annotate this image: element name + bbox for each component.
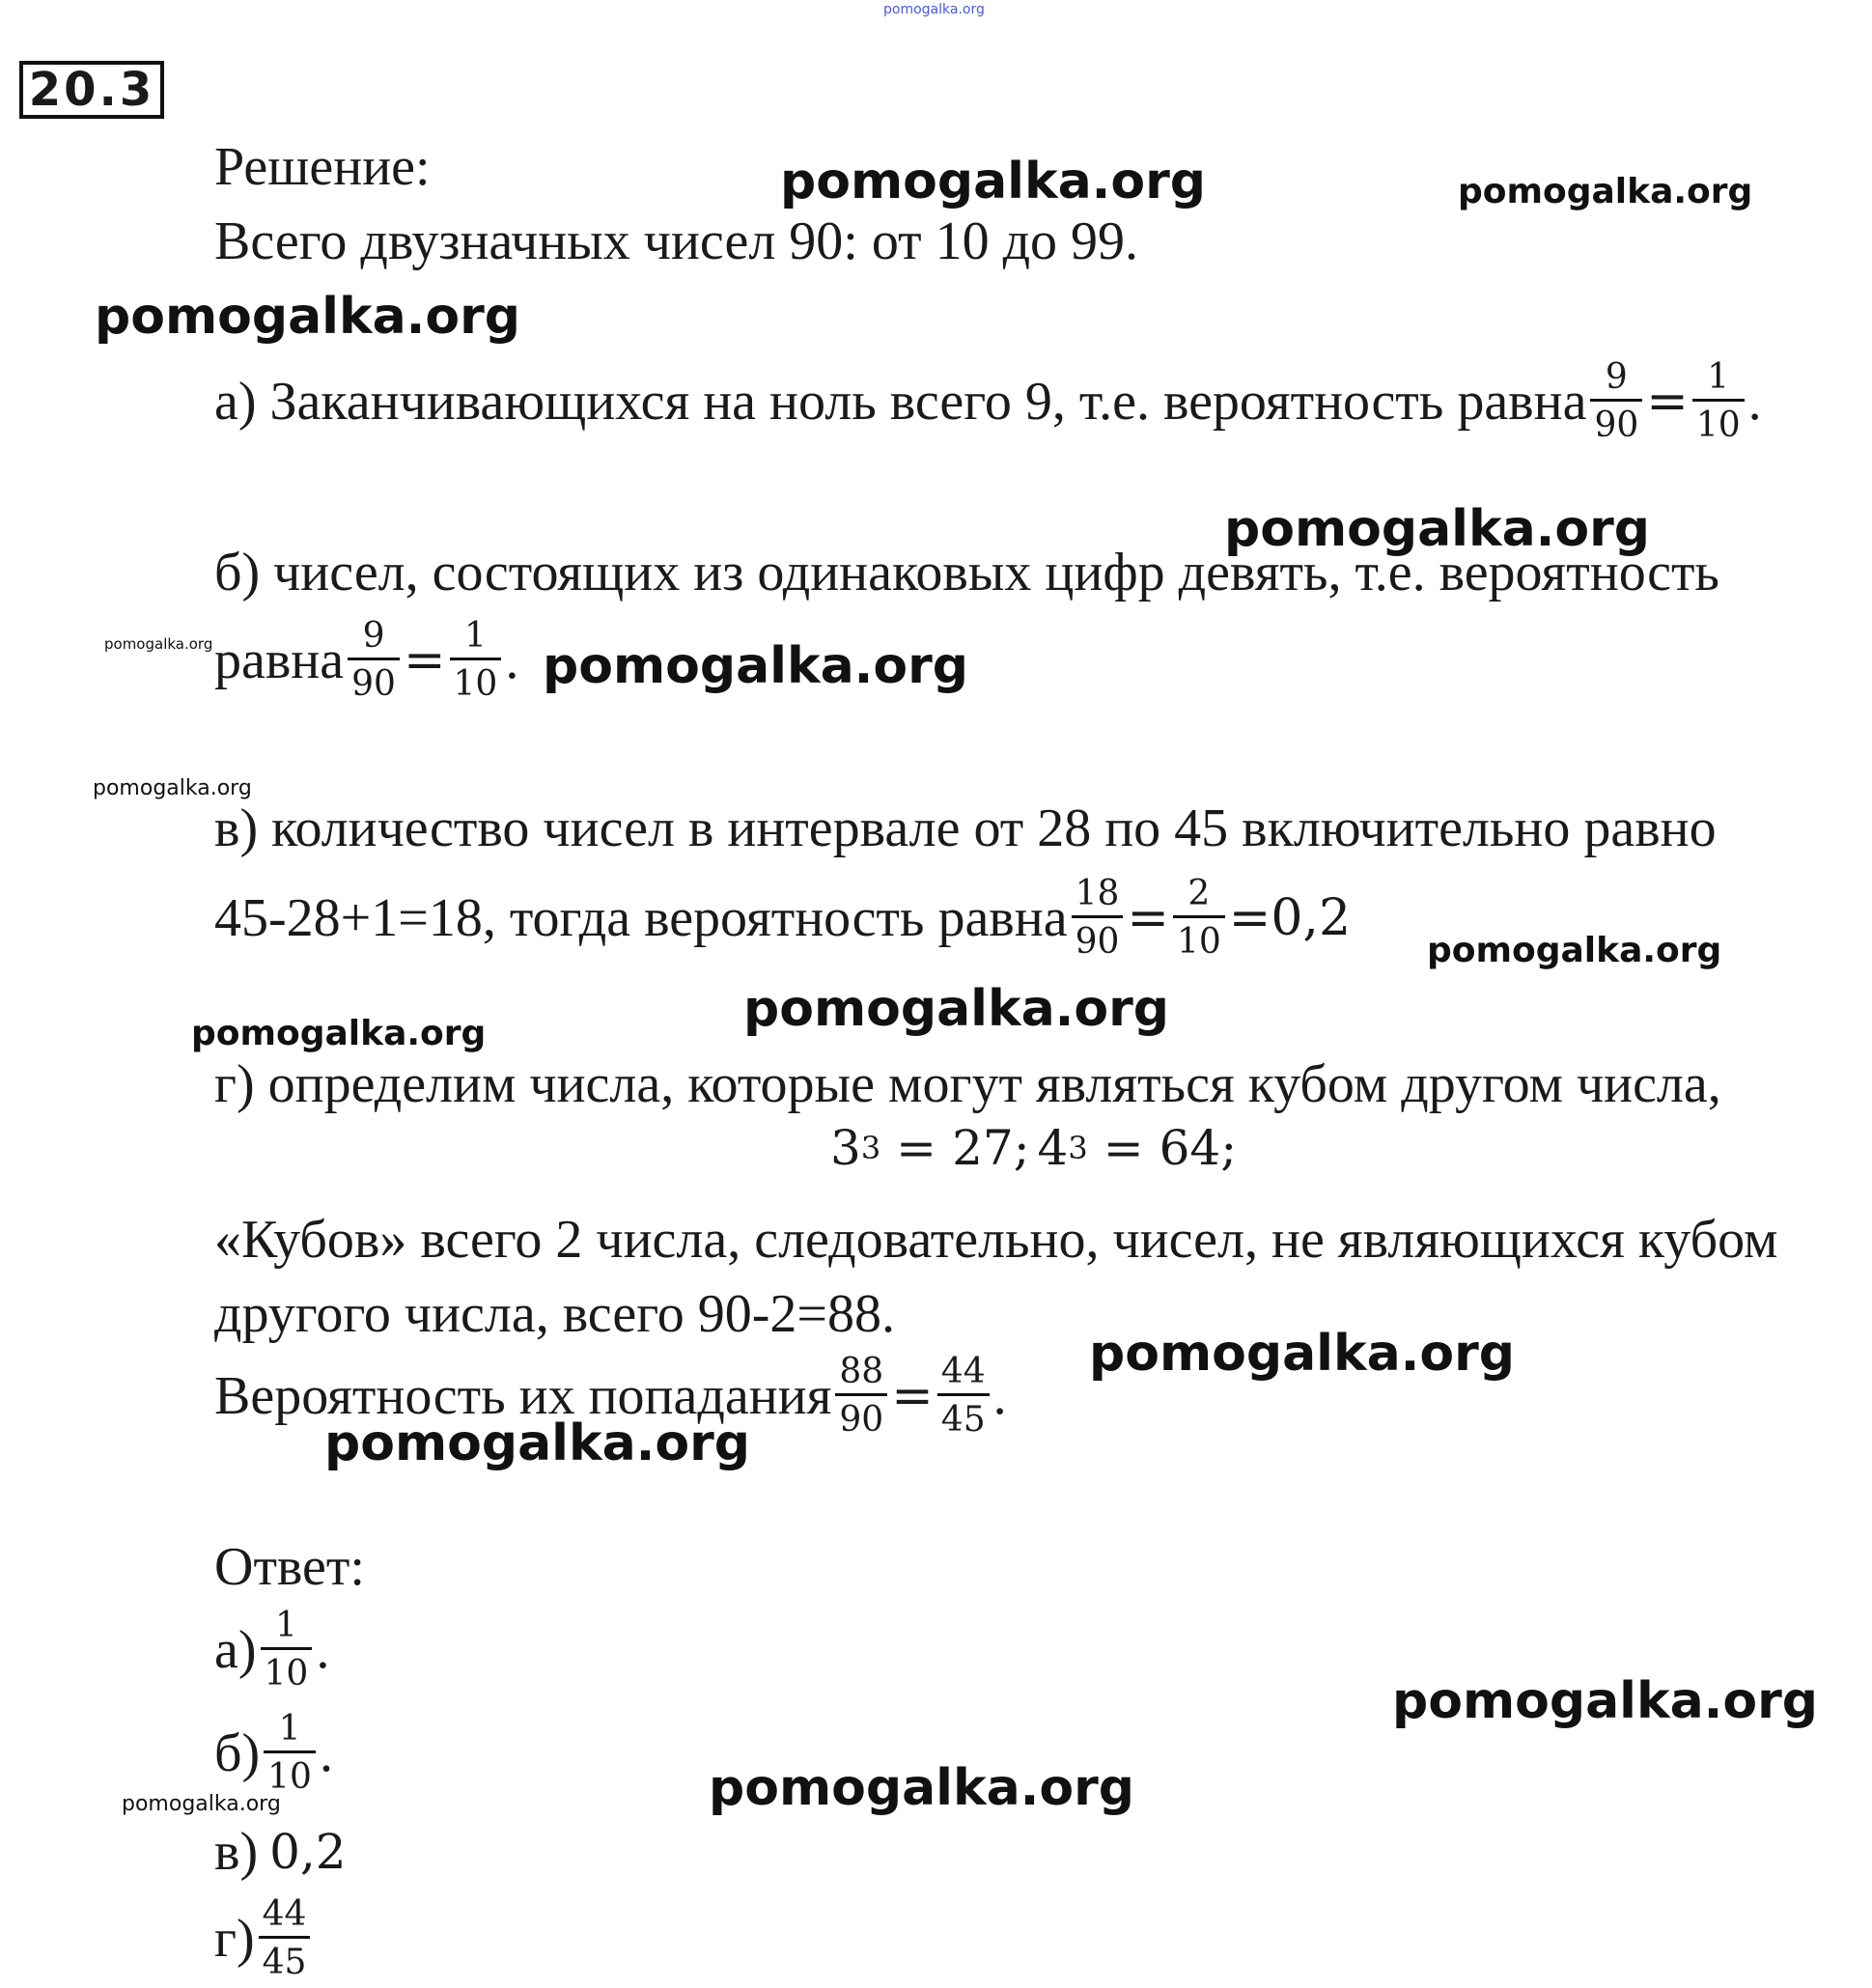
answer-v-value: 0,2 [269, 1824, 347, 1880]
watermark-top: pomogalka.org [883, 2, 985, 17]
total-count-line: Всего двузначных чисел 90: от 10 до 99. [214, 211, 1139, 271]
part-g-text: Вероятность их попадания [214, 1365, 832, 1426]
part-g-fraction-1: $\frac{88}{90}$ [835, 1352, 887, 1441]
part-g-line-1: г) определим числа, которые могут являться кубом другом числа, [214, 1054, 1721, 1114]
part-v-line-2 [214, 874, 1351, 963]
period: . [992, 1365, 1007, 1426]
part-a-text: а) Заканчивающихся на ноль всего 9, т.е. вероятность равна [214, 371, 1587, 432]
watermark: pomogalka.org [122, 1792, 281, 1816]
watermark: pomogalka.org [1224, 500, 1651, 558]
equals-sign: = [1646, 372, 1689, 431]
part-a-fraction-1: $\frac{9}{90}$ [1590, 357, 1642, 446]
watermark: pomogalka.org [1458, 172, 1753, 211]
watermark: pomogalka.org [1427, 931, 1722, 970]
equals-sign: = [891, 1366, 934, 1425]
watermark: pomogalka.org [95, 288, 521, 346]
answer-v: в) 0,2 [214, 1822, 347, 1882]
cubes-formula: 3 3 = 27; 4 3 = 64; [830, 1120, 1238, 1176]
answer-label: Ответ: [214, 1537, 365, 1597]
part-b-text: равна [214, 630, 345, 690]
part-g-line-3: другого числа, всего 90-2=88. [214, 1284, 896, 1344]
problem-number: 20.3 [19, 61, 164, 119]
part-a-line [214, 357, 1762, 446]
part-v-result: 0,2 [1271, 888, 1352, 947]
answer-g: г) $\frac{44}{45}$ [214, 1894, 314, 1983]
watermark: pomogalka.org [324, 1414, 751, 1472]
watermark: pomogalka.org [104, 635, 213, 653]
part-v-text: 45-28+1=18, тогда вероятность равна [214, 887, 1068, 948]
equals-sign: = [403, 630, 446, 689]
period: . [505, 630, 519, 690]
equals-sign: = [1127, 888, 1169, 947]
answer-b: б) $\frac{1}{10}$ . [214, 1709, 333, 1798]
part-a-fraction-2: $\frac{1}{10}$ [1692, 357, 1745, 446]
part-v-fraction-1: $\frac{18}{90}$ [1072, 874, 1124, 963]
equals-sign: = [1228, 888, 1271, 947]
part-b-fraction-2: $\frac{1}{10}$ [450, 616, 502, 705]
watermark: pomogalka.org [1089, 1325, 1516, 1383]
watermark: pomogalka.org [191, 1014, 487, 1053]
watermark: pomogalka.org [743, 980, 1170, 1038]
part-g-line-2: «Кубов» всего 2 числа, следовательно, чисел, не являющихся кубом [214, 1210, 1778, 1270]
watermark: pomogalka.org [780, 153, 1207, 210]
part-b-fraction-1: $\frac{9}{90}$ [348, 616, 400, 705]
part-g-fraction-2: $\frac{44}{45}$ [937, 1352, 990, 1441]
part-b-line-1: б) чисел, состоящих из одинаковых цифр девять, т.е. вероятность [214, 543, 1719, 602]
watermark: pomogalka.org [543, 637, 969, 695]
watermark: pomogalka.org [709, 1759, 1135, 1817]
part-v-line-1: в) количество чисел в интервале от 28 по 45 включительно равно [214, 798, 1717, 858]
answer-b-fraction: $\frac{1}{10}$ [264, 1709, 316, 1798]
watermark: pomogalka.org [93, 776, 252, 800]
watermark: pomogalka.org [1392, 1672, 1819, 1730]
answer-a: а) $\frac{1}{10}$ . [214, 1606, 330, 1694]
part-b-line-2 [214, 616, 518, 705]
answer-a-fraction: $\frac{1}{10}$ [261, 1606, 313, 1694]
answer-g-fraction: $\frac{44}{45}$ [259, 1894, 311, 1983]
part-v-fraction-2: $\frac{2}{10}$ [1173, 874, 1225, 963]
solution-label: Решение: [214, 137, 431, 197]
period: . [1747, 371, 1762, 432]
